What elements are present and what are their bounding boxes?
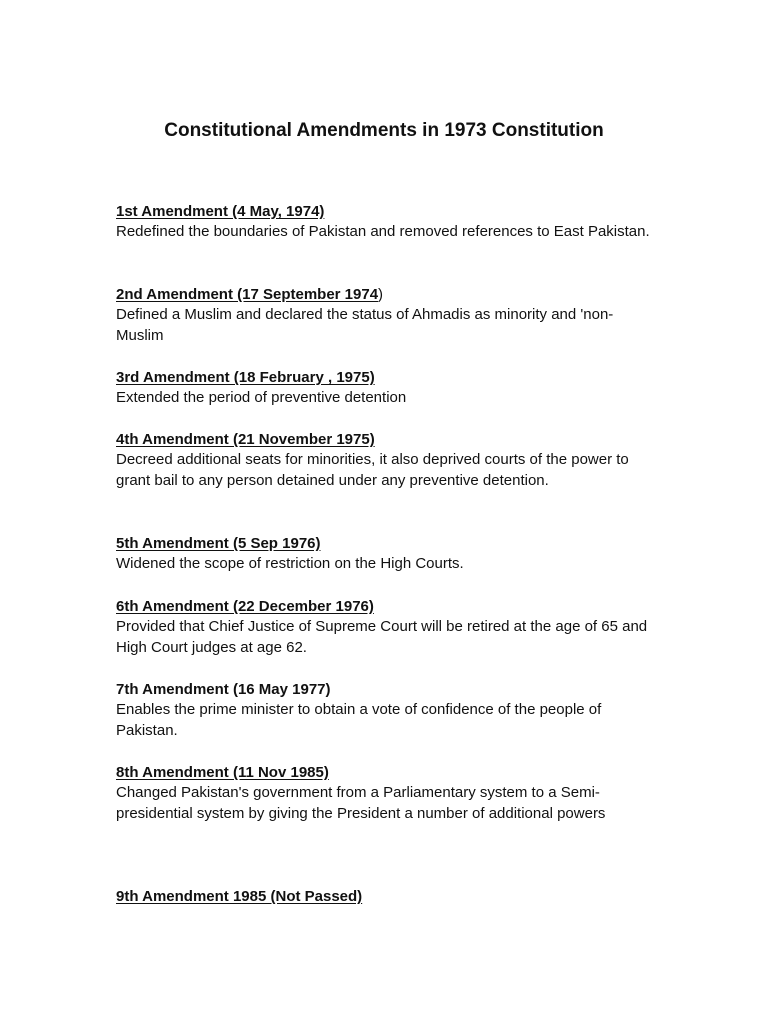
amendment-heading-tail: ) (378, 286, 384, 303)
amendment-entry-8 (116, 762, 656, 824)
amendment-entry-4 (116, 429, 656, 491)
amendment-heading (116, 367, 656, 388)
amendment-entry-1 (116, 201, 656, 243)
amendment-heading-text: 9th Amendment 1985 (Not Passed) (116, 888, 363, 905)
amendment-heading-text: 4th Amendment (21 November 1975) (116, 431, 375, 448)
amendment-heading (116, 596, 656, 617)
amendment-heading-text: 8th Amendment (11 Nov 1985) (116, 764, 329, 781)
amendment-description: Enables the prime minister to obtain a vote of confidence of the people of Pakistan. (116, 701, 602, 739)
amendment-heading (116, 886, 656, 907)
amendment-description: Changed Pakistan's government from a Parliamentary system to a Semi-presidential system by giving the President a number of additional powers (116, 784, 606, 822)
amendment-entry-5 (116, 533, 656, 575)
amendment-entry-7 (116, 679, 656, 741)
amendment-heading (116, 201, 656, 222)
amendment-heading-text: 1st Amendment (4 May, 1974) (116, 203, 325, 220)
amendment-heading-text: 5th Amendment (5 Sep 1976) (116, 535, 321, 552)
amendment-heading (116, 284, 656, 305)
amendment-description: Extended the period of preventive detention (116, 389, 407, 406)
amendment-description: Defined a Muslim and declared the status of Ahmadis as minority and 'non-Muslim (116, 306, 614, 344)
amendment-heading (116, 533, 656, 554)
amendment-heading-text: 2nd Amendment (17 September 1974 (116, 286, 379, 303)
amendment-heading-text: 7th Amendment (16 May 1977) (116, 681, 331, 698)
amendment-heading (116, 429, 656, 450)
amendment-description: Provided that Chief Justice of Supreme Court will be retired at the age of 65 and High Court judges at age 62. (116, 618, 648, 656)
amendment-entry-3 (116, 367, 656, 409)
amendment-entry-9 (116, 886, 656, 907)
amendment-heading-text: 3rd Amendment (18 February , 1975) (116, 369, 375, 386)
document-title: Constitutional Amendments in 1973 Constitution (164, 120, 604, 141)
amendment-description: Redefined the boundaries of Pakistan and removed references to East Pakistan. (116, 223, 650, 240)
amendment-entry-2 (116, 284, 656, 346)
amendment-heading (116, 762, 656, 783)
amendment-description: Widened the scope of restriction on the High Courts. (116, 555, 464, 572)
amendment-description: Decreed additional seats for minorities, it also deprived courts of the power to grant bail to any person detained under any preventive detention. (116, 451, 629, 489)
amendment-heading (116, 679, 656, 700)
amendment-heading-text: 6th Amendment (22 December 1976) (116, 598, 374, 615)
amendment-entry-6 (116, 596, 656, 658)
